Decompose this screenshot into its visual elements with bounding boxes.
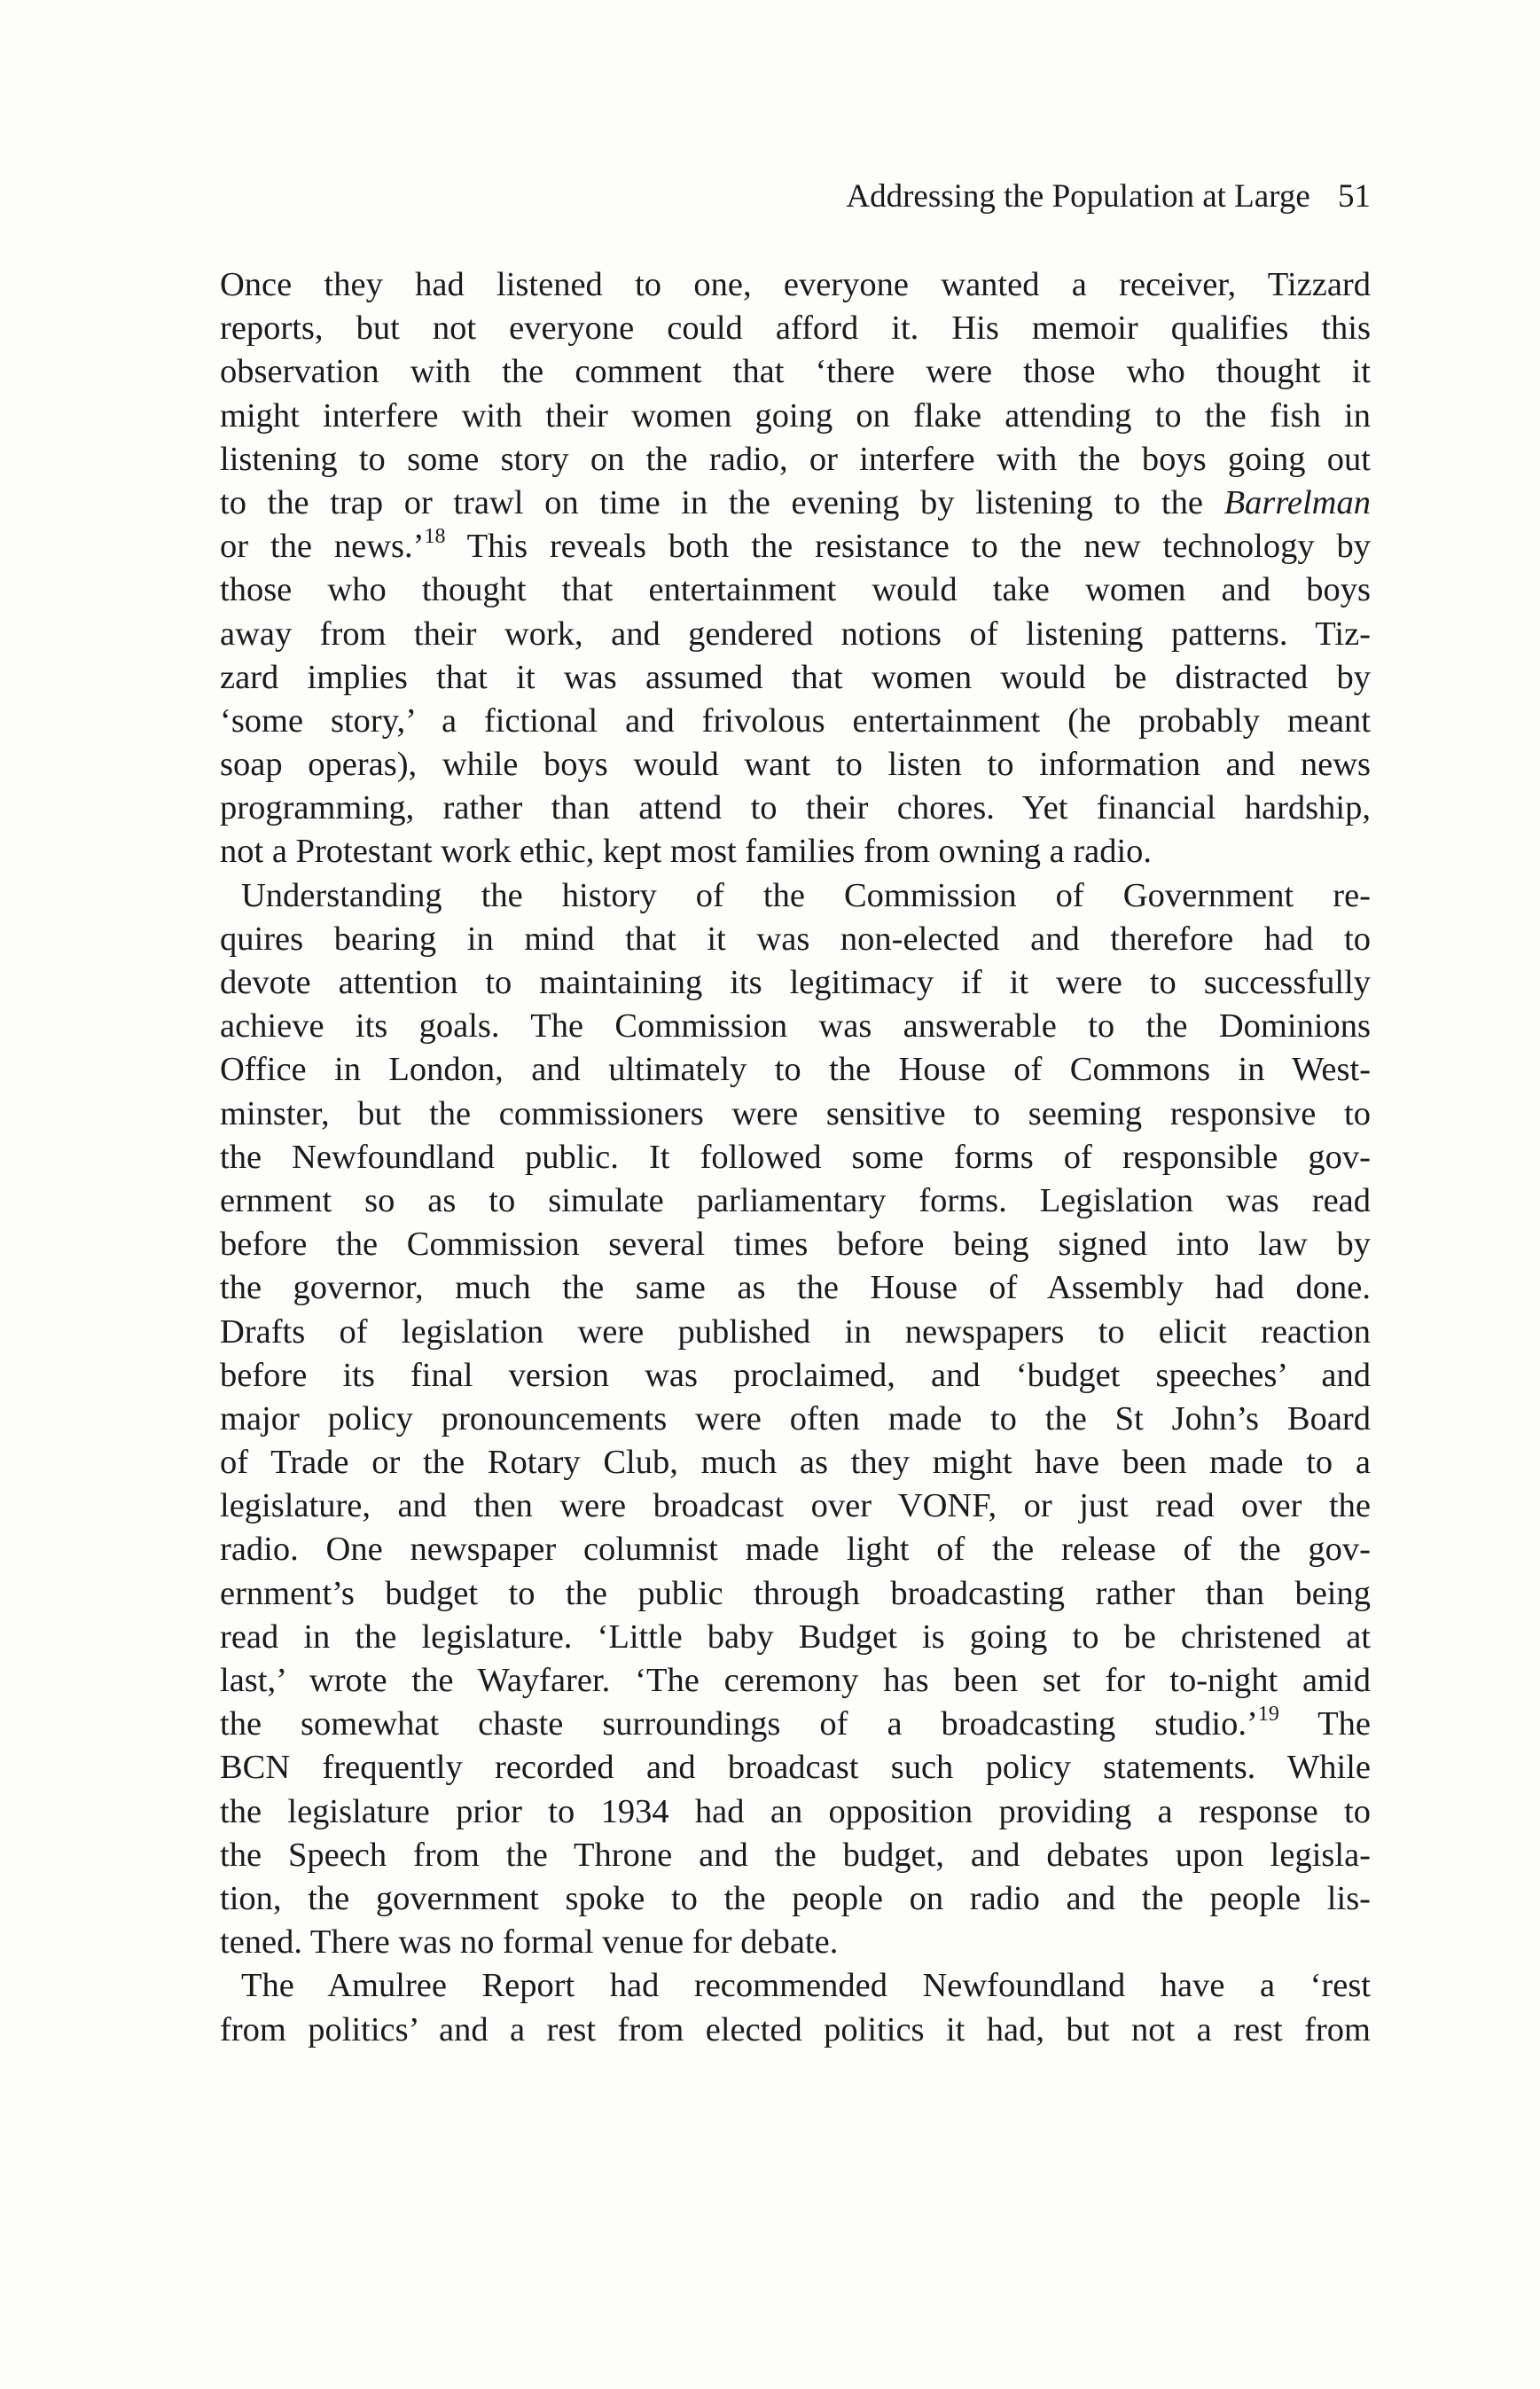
text-line: soap operas), while boys would want to listen to information and news (220, 746, 1371, 784)
text-line: minster, but the commissioners were sensitive to seeming responsive to (220, 1094, 1371, 1132)
text-line: devote attention to maintaining its legitimacy if it were to successfully (220, 964, 1371, 1001)
text-line: from politics’ and a rest from elected politics it had, but not a rest from (220, 2010, 1371, 2048)
text-line: last,’ wrote the Wayfarer. ‘The ceremony has been set for to-night amid (220, 1662, 1371, 1699)
text-line: tened. There was no formal venue for debate. (220, 1923, 839, 1962)
text-line: those who thought that entertainment would take women and boys (220, 571, 1371, 609)
footnote-marker: 18 (424, 525, 446, 549)
text-line: major policy pronouncements were often made to the St John’s Board (220, 1399, 1371, 1437)
line-text: or the news.’ (220, 528, 425, 566)
text-line: the Newfoundland public. It followed some forms of responsible gov- (220, 1138, 1371, 1176)
text-line: programming, rather than attend to their chores. Yet financial hardship, (220, 789, 1371, 827)
text-line: The Amulree Report had recommended Newfoundland have a ‘rest (241, 1967, 1371, 2005)
text-line: ernment’s budget to the public through broadcasting rather than being (220, 1574, 1371, 1612)
text-line: might interfere with their women going on flake attending to the fish in (220, 396, 1371, 435)
footnote-marker: 19 (1257, 1703, 1279, 1727)
text-line: away from their work, and gendered notions of listening patterns. Tiz- (220, 615, 1371, 653)
text-line: before its final version was proclaimed, and ‘budget speeches’ and (220, 1356, 1371, 1394)
line-text: to the trap or trawl on time in the evening by listening to the (220, 483, 1224, 521)
line-text: the somewhat chaste surroundings of a broadcasting studio.’ (220, 1705, 1258, 1743)
running-head (220, 176, 1371, 218)
paragraph (220, 1964, 1371, 2051)
line-text: The (1278, 1705, 1371, 1743)
text-line: ernment so as to simulate parliamentary forms. Legislation was read (220, 1181, 1371, 1219)
page-number: 51 (1338, 178, 1371, 215)
paragraph (220, 263, 1371, 874)
text-line: Understanding the history of the Commission of Government re- (241, 876, 1371, 914)
text-line: legislature, and then were broadcast over VONF, or just read over the (220, 1487, 1371, 1525)
text-line: radio. One newspaper columnist made light of the release of the gov- (220, 1531, 1371, 1569)
text-line (220, 1703, 1371, 1746)
text-line: ‘some story,’ a fictional and frivolous entertainment (he probably meant (220, 701, 1371, 740)
text-line: Once they had listened to one, everyone wanted a receiver, Tizzard (220, 266, 1371, 303)
text-line: observation with the comment that ‘there were those who thought it (220, 353, 1371, 391)
text-line (220, 482, 1371, 525)
text-line: not a Protestant work ethic, kept most families from owning a radio. (220, 833, 1153, 871)
text-line (220, 525, 1371, 568)
line-text: This reveals both the resistance to the new technology by (445, 528, 1371, 566)
text-line: quires bearing in mind that it was non-elected and therefore had to (220, 920, 1371, 958)
text-line: the legislature prior to 1934 had an opposition providing a response to (220, 1792, 1371, 1830)
text-line: before the Commission several times before being signed into law by (220, 1226, 1371, 1264)
text-line: tion, the government spoke to the people on radio and the people lis- (220, 1879, 1371, 1917)
text-line: reports, but not everyone could afford it. His memoir qualifies this (220, 309, 1371, 348)
text-line: BCN frequently recorded and broadcast such policy statements. While (220, 1749, 1371, 1787)
paragraph (220, 874, 1371, 1965)
text-line: listening to some story on the radio, or interfere with the boys going out (220, 440, 1371, 478)
text-line: achieve its goals. The Commission was answerable to the Dominions (220, 1007, 1371, 1046)
italic-title: Barrelman (1223, 483, 1371, 521)
text-line: Office in London, and ultimately to the House of Commons in West- (220, 1051, 1371, 1089)
text-line: read in the legislature. ‘Little baby Budget is going to be christened at (220, 1617, 1371, 1656)
text-line: zard implies that it was assumed that women would be distracted by (220, 658, 1371, 696)
text-line: Drafts of legislation were published in newspapers to elicit reaction (220, 1312, 1371, 1351)
text-line: of Trade or the Rotary Club, much as they might have been made to a (220, 1444, 1371, 1482)
text-line: the governor, much the same as the House of Assembly had done. (220, 1269, 1371, 1307)
text-line: the Speech from the Throne and the budget, and debates upon legisla- (220, 1836, 1371, 1874)
running-head-title: Addressing the Population at Large (846, 178, 1310, 215)
body-text (220, 263, 1371, 2052)
